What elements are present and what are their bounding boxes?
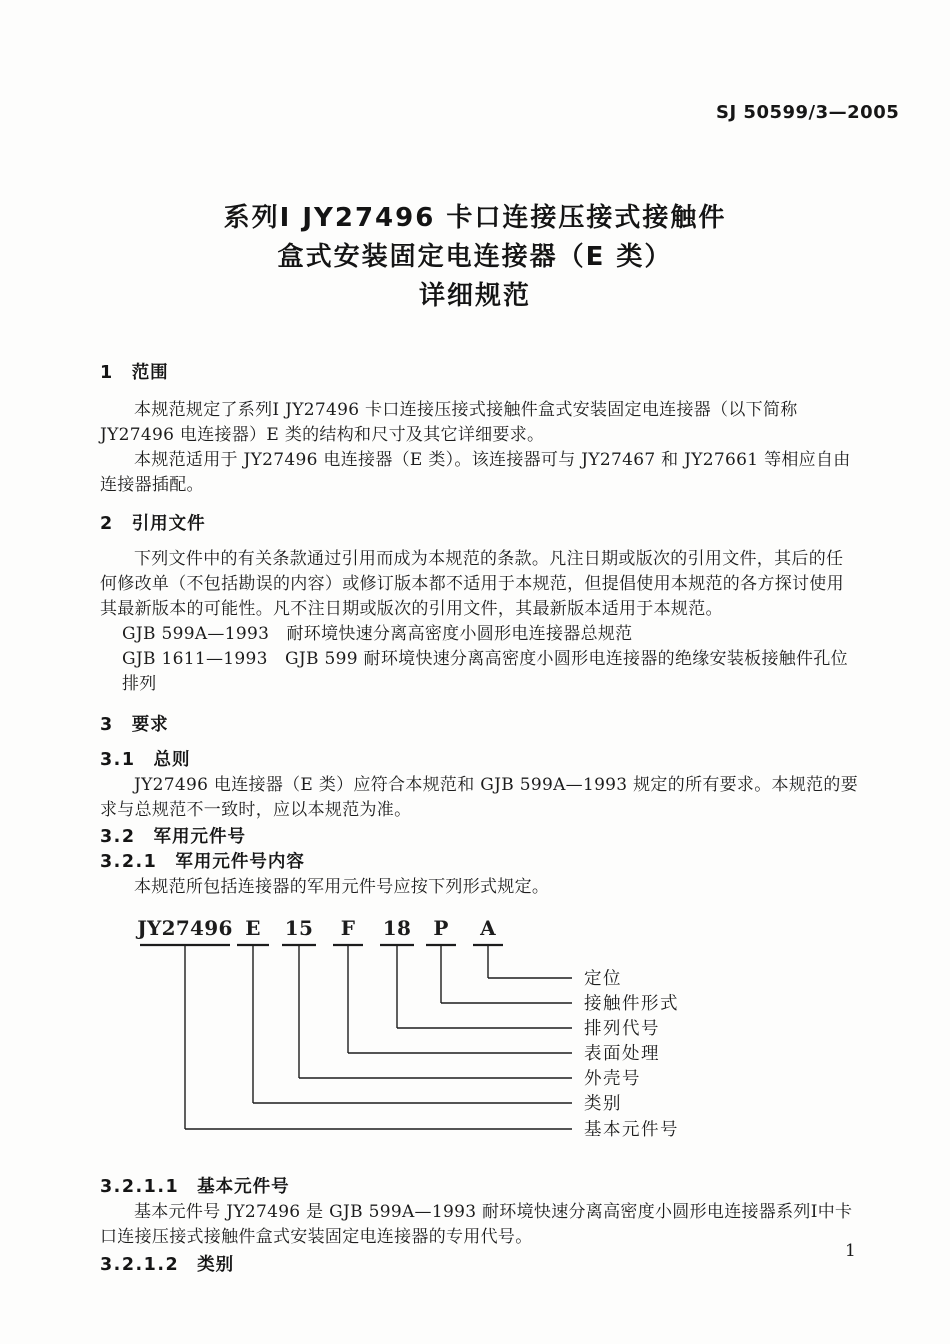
reference-item: GJB 599A—1993 耐环境快速分离高密度小圆形电连接器总规范 — [122, 624, 633, 644]
section-number: 3 — [100, 715, 114, 735]
section-number: 3.2.1.2 — [100, 1255, 180, 1275]
section-title: 基本元件号 — [197, 1177, 290, 1197]
code-part: E — [245, 916, 261, 940]
paragraph: 下列文件中的有关条款通过引用而成为本规范的条款。凡注日期或版次的引用文件，其后的任何修改单（不包括勘误的内容）或修订版本都不适用于本规范，但提倡使用本规范的各方探讨使用其最新版本的可能性。凡不注日期或版次的引用文件，其最新版本适用于本规范。 — [100, 549, 844, 619]
title-line-1: 系列Ⅰ JY27496 卡口连接压接式接触件 — [223, 203, 727, 233]
section-number: 1 — [100, 363, 114, 383]
section-title: 要求 — [131, 715, 169, 735]
section-title: 范围 — [131, 363, 169, 383]
section-heading-3.2.1.1 — [100, 1175, 860, 1200]
title-line-3: 详细规范 — [418, 281, 531, 311]
section-heading-3.1 — [100, 748, 860, 773]
document-body — [100, 355, 860, 1278]
code-part-label: 类别 — [584, 1094, 622, 1114]
section-title: 引用文件 — [131, 514, 206, 534]
section-number: 3.1 — [100, 750, 136, 770]
part-number-diagram — [100, 915, 860, 1145]
code-part-label: 定位 — [584, 969, 622, 989]
section-number: 3.2.1 — [100, 852, 158, 872]
section-title: 军用元件号 — [153, 827, 247, 847]
page-number: 1 — [845, 1241, 856, 1261]
part-number-structure-svg — [100, 915, 860, 1145]
section-title: 军用元件号内容 — [175, 852, 305, 872]
section-number: 3.2.1.1 — [100, 1177, 180, 1197]
document-title — [0, 199, 950, 316]
section-number: 2 — [100, 514, 114, 534]
section-title: 类别 — [197, 1255, 235, 1275]
section-title: 总则 — [153, 750, 191, 770]
code-part-label: 基本元件号 — [584, 1120, 679, 1140]
code-part: 15 — [284, 916, 314, 940]
title-line-2: 盒式安装固定电连接器（E 类） — [277, 242, 673, 272]
paragraph: JY27496 电连接器（E 类）应符合本规范和 GJB 599A—1993 规定的所有要求。本规范的要求与总规范不一致时，应以本规范为准。 — [100, 775, 859, 820]
paragraph: 本规范规定了系列Ⅰ JY27496 卡口连接压接式接触件盒式安装固定电连接器（以下简称 JY27496 电连接器）E 类的结构和尺寸及其它详细要求。 — [100, 400, 798, 445]
paragraph: 本规范所包括连接器的军用元件号应按下列形式规定。 — [134, 877, 550, 897]
doc-number: SJ 50599/3—2005 — [716, 102, 900, 123]
paragraph: 本规范适用于 JY27496 电连接器（E 类）。该连接器可与 JY27467 和 JY27661 等相应自由连接器插配。 — [100, 450, 851, 495]
section-heading-1 — [100, 361, 860, 386]
section-heading-2 — [100, 512, 860, 537]
code-part-label: 排列代号 — [584, 1019, 660, 1039]
code-part: 18 — [382, 916, 412, 940]
reference-item: GJB 1611—1993 GJB 599 耐环境快速分离高密度小圆形电连接器的绝缘安装板接触件孔位排列 — [122, 649, 848, 694]
code-part: JY27496 — [137, 916, 233, 940]
code-part: P — [433, 916, 449, 940]
code-part-label: 表面处理 — [584, 1044, 660, 1064]
section-heading-3.2.1.2 — [100, 1253, 860, 1278]
section-heading-3.2 — [100, 825, 860, 850]
code-part-label: 外壳号 — [584, 1069, 641, 1089]
code-part: F — [340, 916, 356, 940]
section-heading-3 — [100, 713, 860, 738]
paragraph: 基本元件号 JY27496 是 GJB 599A—1993 耐环境快速分离高密度小圆形电连接器系列Ⅰ中卡口连接压接式接触件盒式安装固定电连接器的专用代号。 — [100, 1202, 853, 1247]
code-part-label: 接触件形式 — [584, 994, 679, 1014]
code-part: A — [480, 916, 496, 940]
section-heading-3.2.1 — [100, 850, 860, 875]
section-number: 3.2 — [100, 827, 136, 847]
